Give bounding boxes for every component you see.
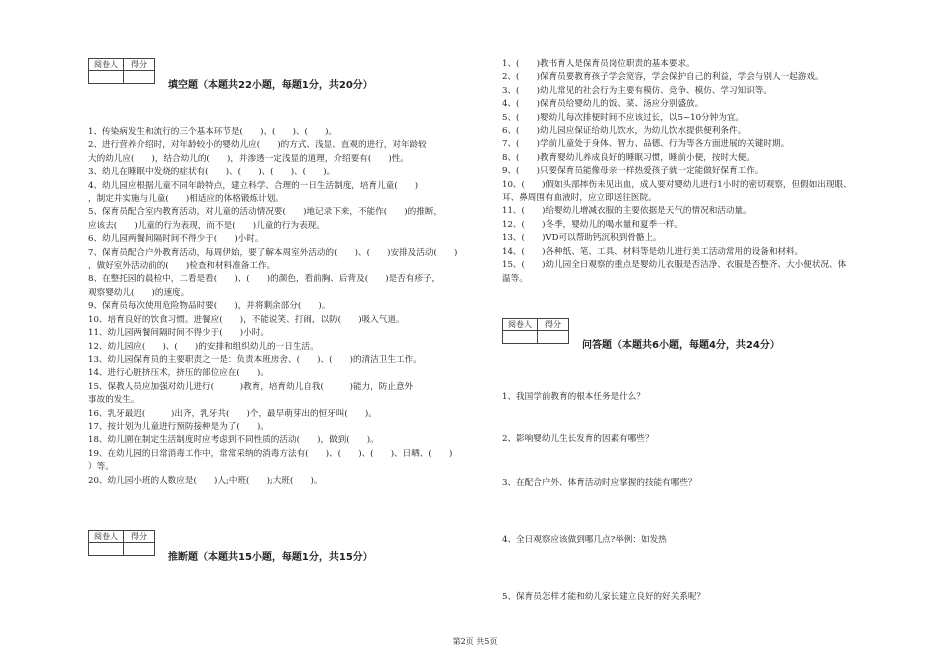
score-label: 得分 (124, 59, 155, 71)
fill-line: 7、保育员配合户外教育活动，每周伊始，要了解本周室外活动的( )、( )安排及活动( ) (88, 247, 458, 258)
judge-line: 14、( )各种纸、笔、工具、材料等是幼儿进行美工活动常用的设备和材料。 (502, 246, 804, 257)
score-cell[interactable] (124, 543, 155, 556)
fill-line: 15、保教人员应加强对幼儿进行( )教育，培育幼儿自我( )能力，防止意外 (88, 381, 414, 392)
reviewer-label: 阅卷人 (89, 59, 124, 71)
fill-line: 6、幼儿园两餐间隔时间不得少于( )小时。 (88, 234, 264, 245)
fill-line: 观察婴幼儿( )的速度。 (88, 287, 190, 298)
fill-line: 13、幼儿园保育员的主要职责之一是：负责本班房舍、( )、( )的清洁卫生工作。 (88, 354, 422, 365)
fill-line: ）等。 (88, 462, 114, 473)
judge-line: 9、( )只要保育员能像母亲一样热爱孩子就一定能做好保育工作。 (502, 166, 764, 177)
reviewer-cell[interactable] (89, 71, 124, 84)
fill-line: 应该去( )儿童的行为表现，而不是( )儿童的行为表现。 (88, 220, 325, 231)
judge-line: 3、( )幼儿常见的社会行为主要有模仿、竞争、模仿、学习知识等。 (502, 85, 772, 96)
qa-question: 4、全日观察应该做到哪几点?举例：如发热 (502, 535, 667, 545)
qa-question: 3、在配合户外、体育活动时应掌握的技能有哪些？ (502, 478, 697, 488)
judge-section-title: 推断题（本题共15小题，每题1分，共15分） (168, 552, 373, 563)
qa-question: 2、影响婴幼儿生长发育的因素有哪些？ (502, 434, 654, 444)
fill-line: 5、保育员配合室内教育活动，对儿童的活动情况要( )地记录下来，不能作( )的推断， (88, 207, 443, 218)
score-label: 得分 (124, 531, 155, 543)
page-footer: 第2页 共5页 (452, 637, 498, 646)
reviewer-label: 阅卷人 (89, 531, 124, 543)
score-cell[interactable] (538, 331, 569, 344)
reviewer-label: 阅卷人 (503, 319, 538, 331)
fill-line: 事故的发生。 (88, 395, 140, 406)
fill-line: ，做好室外活动前的( )检查和材料准备工作。 (88, 261, 276, 272)
score-box-qa (502, 318, 569, 344)
judge-line: 15、( )幼儿园全日观察的重点是婴幼儿衣服是否洁净、衣服是否整齐、大小便状况、体 (502, 260, 847, 271)
reviewer-cell[interactable] (503, 331, 538, 344)
fill-line: 9、保育员每次使用危险物品时要( )，并将剩余部分( )。 (88, 301, 331, 312)
fill-line: 14、进行心脏挤压术，挤压的部位应在( )。 (88, 368, 269, 379)
judge-line: 2、( )保育员要教育孩子学会宽容，学会保护自己的利益，学会与别人一起游戏。 (502, 72, 824, 83)
fill-line: 20、幼儿园小班的人数应是( )人;中班( );大班( )。 (88, 475, 323, 486)
fill-line: 8、在整托园的晨检中，二看是看( )、( )的颜色，看前胸、后背及( )是否有疹子， (88, 274, 441, 285)
fill-line: 12、幼儿园应( )、( )的安排和组织幼儿的一日生活。 (88, 341, 319, 352)
fill-line: 大的幼儿应( )，结合幼儿的( )，并渗透一定浅显的道理，介绍要有( )性。 (88, 153, 409, 164)
judge-line: 6、( )幼儿园应保证给幼儿饮水，为幼儿饮水提供便利条件。 (502, 126, 747, 137)
fill-section-title: 填空题（本题共22小题，每题1分，共20分） (168, 80, 373, 91)
fill-line: 4、幼儿园应根据儿童不同年龄特点，建立科学、合理的一日生活制度，培育儿童( ) (88, 180, 419, 191)
fill-line: 10、培育良好的饮食习惯。进餐应( )，不能说笑、打闹，以防( )吸入气道。 (88, 314, 405, 325)
judge-line: 1、( )教书育人是保育员岗位职责的基本要求。 (502, 59, 695, 69)
fill-line: 18、幼儿園在制定生活制度时应考虑到不同性质的活动( )，做到( )。 (88, 435, 379, 446)
judge-line: 耳、鼻周围有血液时，应立即送往医院。 (502, 193, 657, 204)
fill-line: 2、进行营养介绍时，对年龄较小的婴幼儿应( )的方式、浅显、直观的进行，对年龄较 (88, 140, 427, 151)
qa-question: 1、我国学前教育的根本任务是什么？ (502, 392, 645, 402)
fill-line: 11、幼儿园两餐间隔时间不得少于( )小时。 (88, 328, 269, 339)
reviewer-cell[interactable] (89, 543, 124, 556)
judge-line: 11、( )给婴幼儿增减衣服的主要依据是天气的情况和活动量。 (502, 206, 752, 217)
score-box-judge (88, 530, 155, 556)
score-label: 得分 (538, 319, 569, 331)
judge-line: 10、( )假如头部摔伤未见出血，成人要对婴幼儿进行1小时的密切观察，但假如出现眼、 (502, 179, 852, 190)
judge-line: 4、( )保育员给婴幼儿的饭、菜、汤应分别盛放。 (502, 99, 704, 110)
fill-line: 1、传染病发生和流行的三个基本环节是( )、( )、( )。 (88, 127, 338, 137)
fill-line: 17、按计划为儿童进行预防接种是为了( )。 (88, 421, 269, 432)
fill-line: ，制定并实施与儿童( )相适应的体格锻炼计划。 (88, 194, 284, 205)
score-box-fill (88, 58, 155, 84)
judge-questions (502, 58, 852, 286)
score-cell[interactable] (124, 71, 155, 84)
qa-section-title: 问答题（本题共6小题，每题4分，共24分） (582, 340, 780, 351)
qa-question: 5、保育员怎样才能和幼儿家长建立良好的好关系呢？ (502, 592, 706, 602)
judge-line: 13、( )VD可以帮助钙沉积到骨骼上。 (502, 233, 662, 244)
fill-questions (88, 126, 457, 488)
judge-line: 5、( )婴幼儿每次排便时间不应该过长，以5~10分钟为宜。 (502, 112, 745, 123)
fill-line: 19、在幼儿园的日常消毒工作中，常常采纳的消毒方法有( )、( )、( )、日晒、( ) (88, 448, 453, 459)
judge-line: 8、( )教育婴幼儿养成良好的睡眠习惯，睡前小便，按时大便。 (502, 152, 755, 163)
judge-line: 温等。 (502, 273, 528, 284)
judge-line: 7、( )学前儿童处于身体、智力、品德、行为等各方面进展的关键时期。 (502, 139, 790, 150)
judge-line: 12、( )冬季，婴幼儿的喝水量和夏季一样。 (502, 219, 683, 230)
fill-line: 16、乳牙最迟( )出齐，乳牙共( )个，最早萌芽出的恒牙叫( )。 (88, 408, 377, 419)
fill-line: 3、幼儿在睡眠中发烧的症状有( )、( )、( )、( )。 (88, 167, 336, 178)
